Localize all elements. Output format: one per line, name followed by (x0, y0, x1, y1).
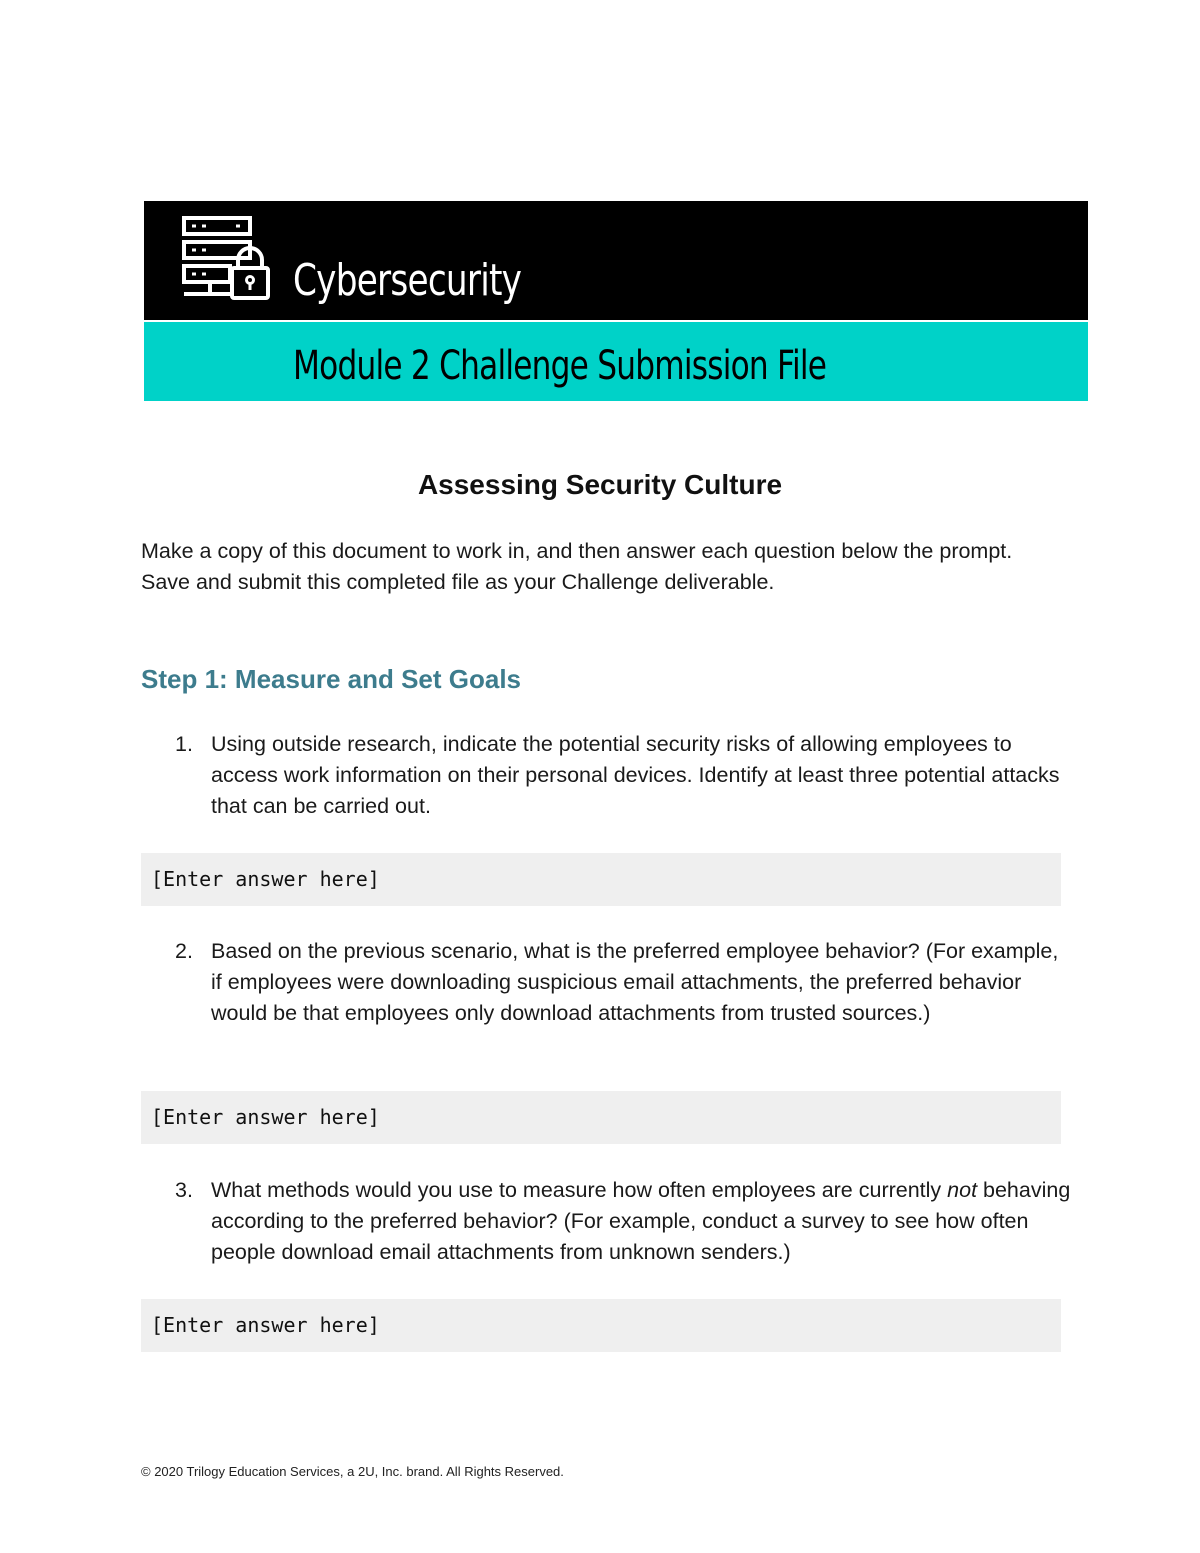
server-lock-icon (176, 212, 270, 304)
question-text: Based on the previous scenario, what is the preferred employee behavior? (For example, if employees were downloading suspicious email attachments, the preferred behavior would be that employees only download attachments from trusted sources.) (211, 939, 1059, 1025)
question-text (211, 1175, 1071, 1268)
question-text: Using outside research, indicate the potential security risks of allowing employees to access work information on their personal devices. Identify at least three potential attacks that can be carried out. (211, 732, 1060, 818)
question-number: 3. (175, 1178, 193, 1202)
answer-field-1[interactable] (141, 853, 1061, 906)
answer-field-2[interactable] (141, 1091, 1061, 1144)
question-2 (141, 936, 1071, 1029)
question-number: 1. (175, 732, 193, 756)
answer-placeholder: [Enter answer here] (151, 1313, 380, 1337)
answer-field-3[interactable] (141, 1299, 1061, 1352)
module-title: Module 2 Challenge Submission File (293, 343, 827, 389)
answer-placeholder: [Enter answer here] (151, 1105, 380, 1129)
step-1-heading: Step 1: Measure and Set Goals (141, 664, 522, 694)
answer-placeholder: [Enter answer here] (151, 867, 380, 891)
header-banner (144, 201, 1088, 320)
question-text-emphasis: not (947, 1178, 978, 1202)
document-title: Assessing Security Culture (417, 469, 783, 500)
copyright-footer: © 2020 Trilogy Education Services, a 2U, Inc. brand. All Rights Reserved. (141, 1464, 564, 1479)
question-3 (141, 1175, 1071, 1268)
intro-paragraph: Make a copy of this document to work in, and then answer each question below the prompt. Save and submit this completed file as your Challenge deliverable. (141, 539, 1013, 594)
question-1 (141, 729, 1071, 822)
question-number: 2. (175, 939, 193, 963)
question-text-part: behaving according to the preferred behavior? (For example, conduct a survey to see how often people download email attachments from unknown senders.) (211, 1178, 1071, 1264)
brand-title: Cybersecurity (293, 255, 522, 306)
question-text-part: What methods would you use to measure how often employees are currently (211, 1178, 948, 1202)
